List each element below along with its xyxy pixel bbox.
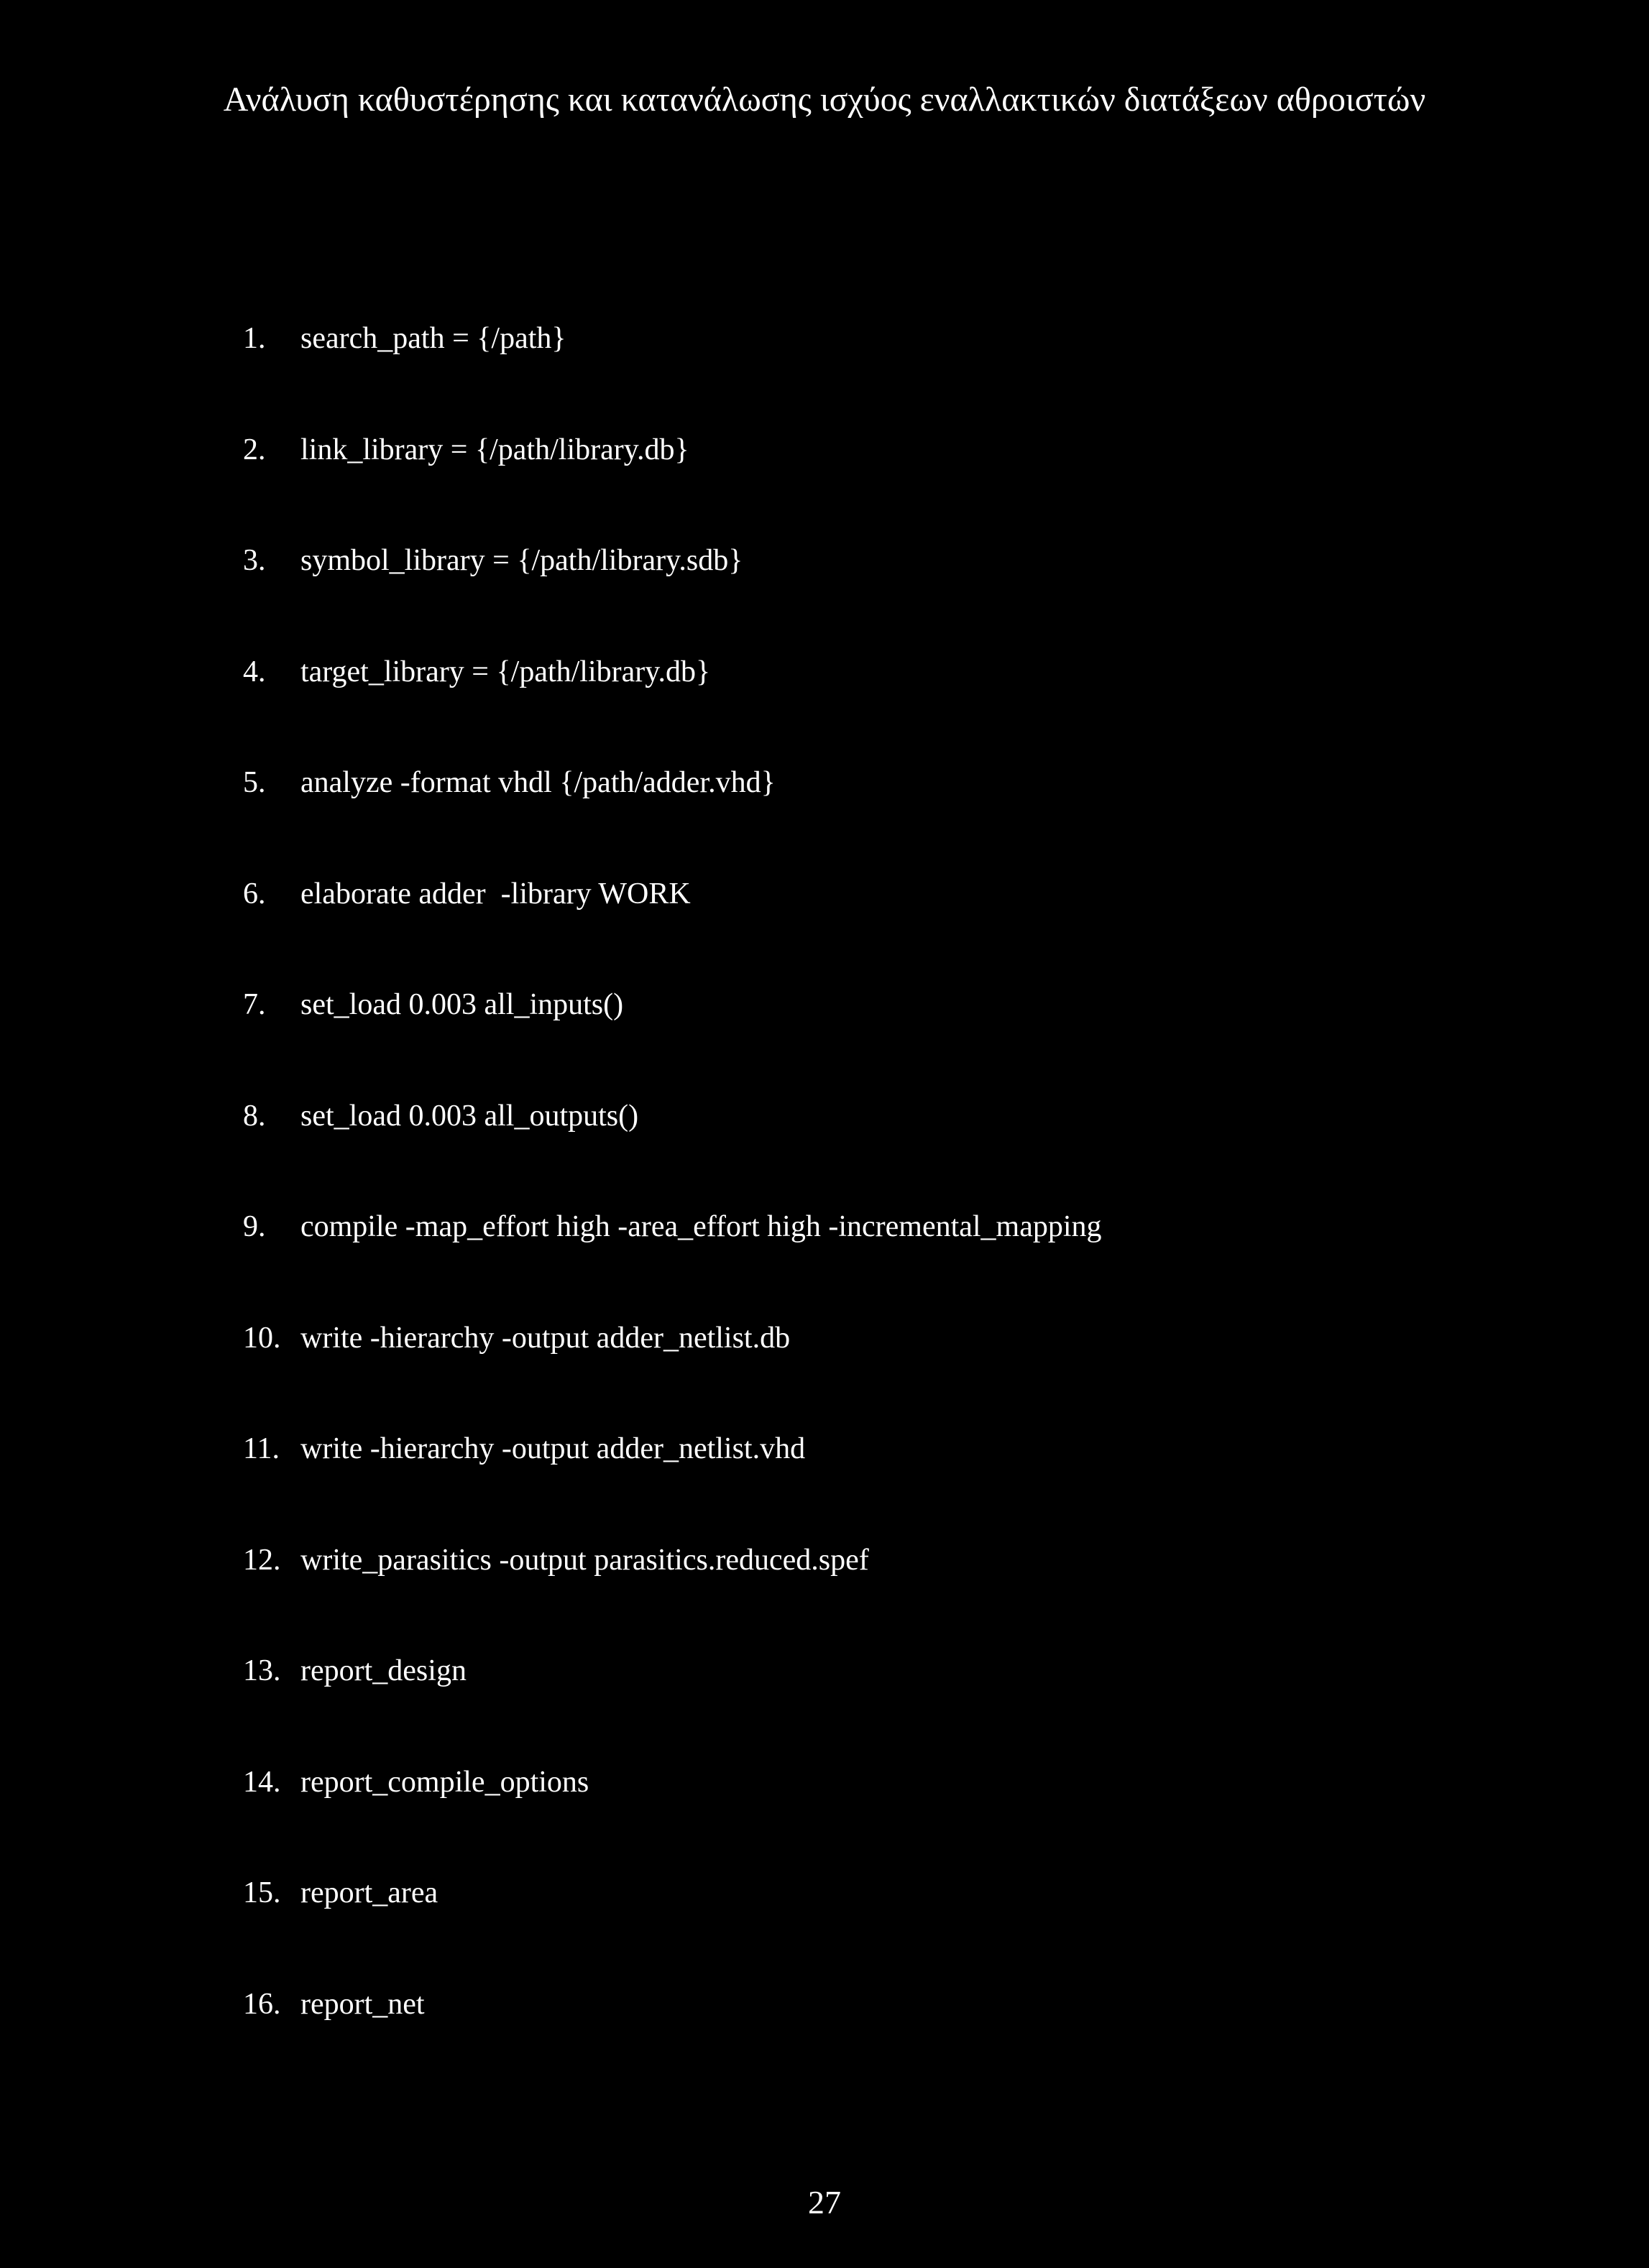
command-item xyxy=(243,1868,1609,1979)
command-text: set_load 0.003 all_inputs() xyxy=(300,988,624,1021)
command-number: 6. xyxy=(243,877,266,911)
command-item xyxy=(243,1202,1609,1313)
running-header: Ανάλυση καθυστέρησης και κατανάλωσης ισχύος εναλλακτικών διατάξεων αθροιστών xyxy=(223,80,1426,119)
command-text: target_library = {/path/library.db} xyxy=(300,655,711,688)
command-item xyxy=(243,757,1609,869)
command-text: symbol_library = {/path/library.sdb} xyxy=(300,544,743,577)
command-item xyxy=(243,1535,1609,1646)
command-text: report_net xyxy=(300,1987,425,2021)
command-list xyxy=(243,313,1609,2090)
command-text: report_design xyxy=(300,1654,467,1687)
command-number: 11. xyxy=(243,1432,280,1465)
command-item xyxy=(243,979,1609,1091)
command-number: 8. xyxy=(243,1099,266,1133)
command-text: elaborate adder -library WORK xyxy=(300,877,691,911)
command-item xyxy=(243,1424,1609,1535)
command-text: link_library = {/path/library.db} xyxy=(300,433,689,466)
command-number: 2. xyxy=(243,433,266,466)
command-number: 12. xyxy=(243,1543,281,1577)
command-text: write_parasitics -output parasitics.reduced.spef xyxy=(300,1543,869,1577)
command-item xyxy=(243,647,1609,758)
command-item xyxy=(243,425,1609,536)
command-number: 5. xyxy=(243,766,266,799)
command-number: 16. xyxy=(243,1987,281,2021)
command-text: report_area xyxy=(300,1876,438,1909)
command-item xyxy=(243,1091,1609,1202)
command-number: 1. xyxy=(243,322,266,355)
command-number: 7. xyxy=(243,988,266,1021)
command-number: 13. xyxy=(243,1654,281,1687)
command-item xyxy=(243,869,1609,980)
command-number: 4. xyxy=(243,655,266,688)
command-item xyxy=(243,535,1609,647)
command-text: write -hierarchy -output adder_netlist.vhd xyxy=(300,1432,806,1465)
command-text: report_compile_options xyxy=(300,1765,589,1799)
page-number: 27 xyxy=(808,2184,841,2221)
command-item xyxy=(243,313,1609,425)
command-number: 14. xyxy=(243,1765,281,1799)
command-number: 9. xyxy=(243,1210,266,1243)
command-item xyxy=(243,1979,1609,2090)
command-number: 15. xyxy=(243,1876,281,1909)
command-text: analyze -format vhdl {/path/adder.vhd} xyxy=(300,766,776,799)
command-item xyxy=(243,1757,1609,1868)
command-item xyxy=(243,1646,1609,1757)
command-text: search_path = {/path} xyxy=(300,322,566,355)
command-text: write -hierarchy -output adder_netlist.db xyxy=(300,1321,791,1355)
command-item xyxy=(243,1313,1609,1424)
command-text: set_load 0.003 all_outputs() xyxy=(300,1099,639,1133)
command-number: 3. xyxy=(243,544,266,577)
command-text: compile -map_effort high -area_effort high -incremental_mapping xyxy=(300,1210,1102,1243)
command-number: 10. xyxy=(243,1321,281,1355)
